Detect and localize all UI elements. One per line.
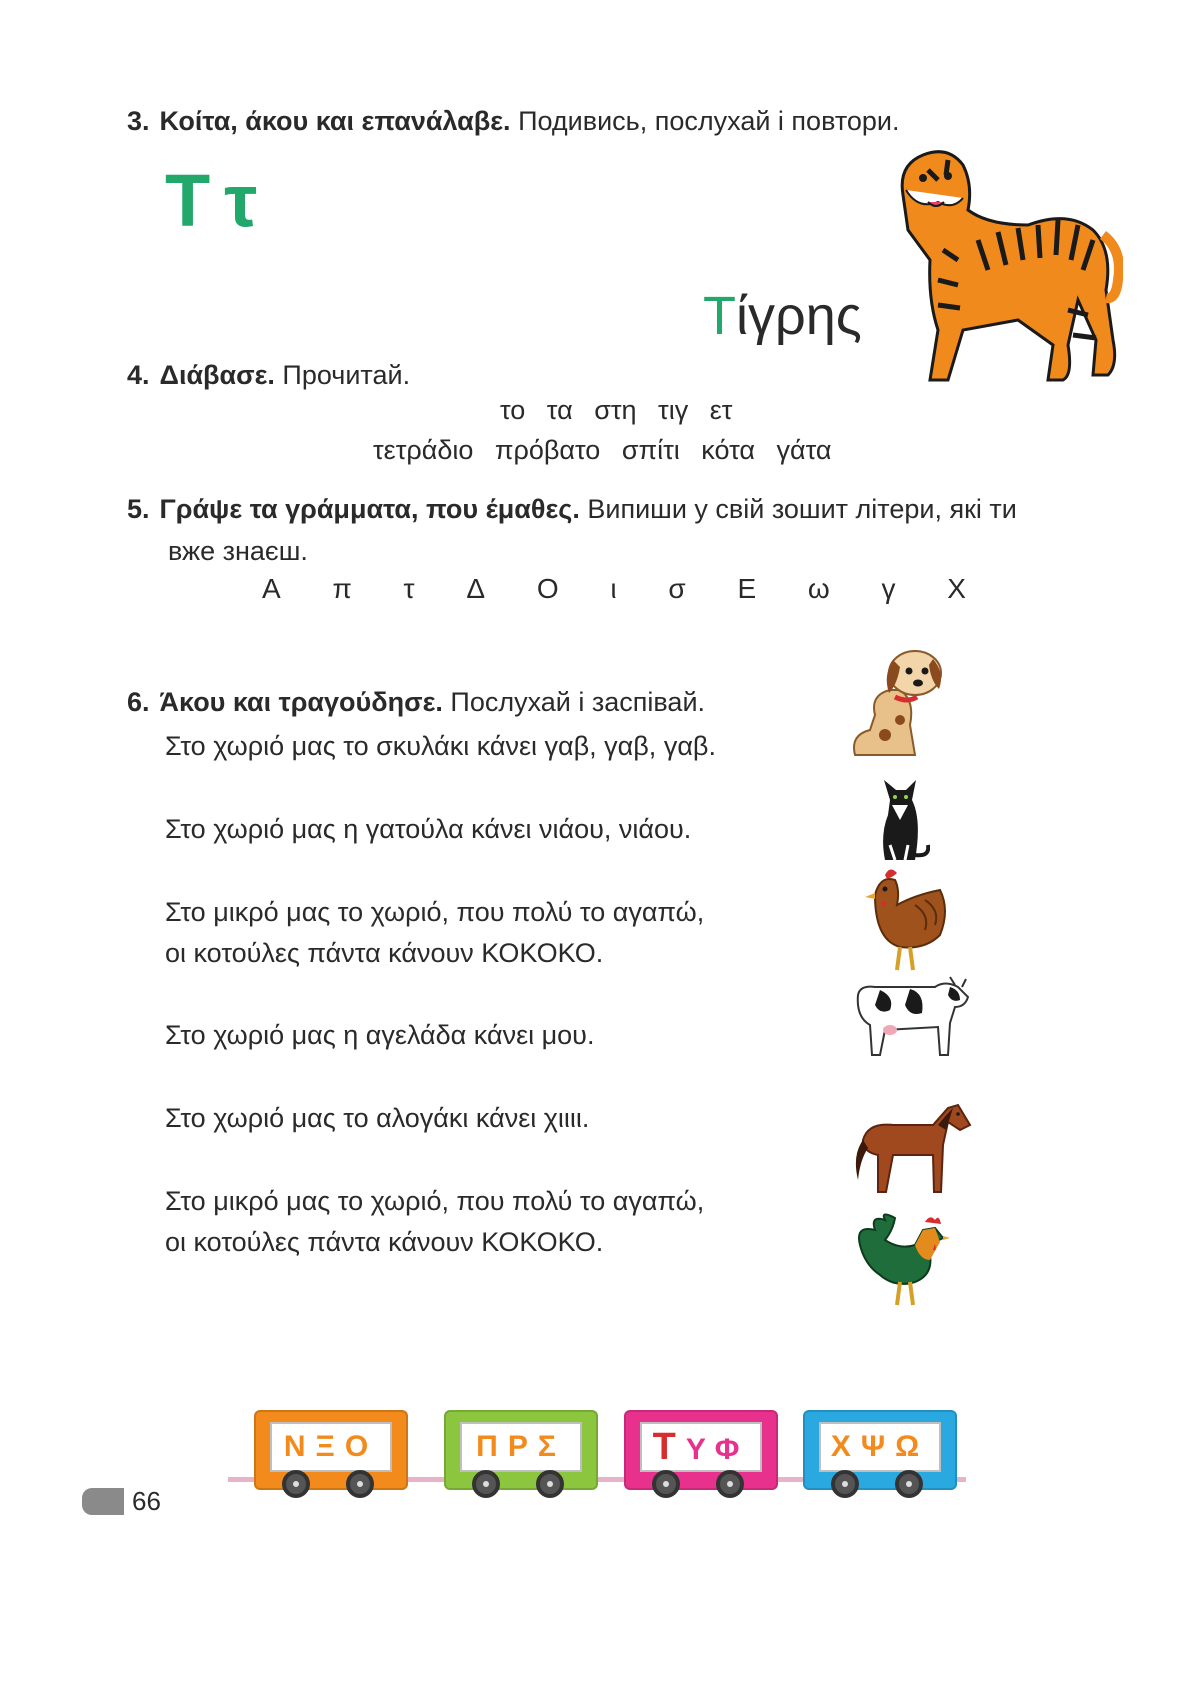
exercise-3-heading xyxy=(127,104,900,138)
exercise-4-heading xyxy=(127,358,410,392)
wheel-hub xyxy=(842,1481,848,1487)
letter-item: Ε xyxy=(737,573,757,604)
letter-item: σ xyxy=(668,573,686,604)
song-line: Στο χωριό μας το σκυλάκι κάνει γαβ, γαβ, γαβ. xyxy=(165,731,716,761)
wheel-hub xyxy=(357,1481,363,1487)
song-line: Στο μικρό μας το χωριό, που πολύ το αγαπώ, xyxy=(165,897,705,927)
letter-item: Α xyxy=(262,573,281,604)
letter-item: Δ xyxy=(466,573,486,604)
word-first-letter: Τ xyxy=(703,286,736,346)
letter-upper: Τ xyxy=(165,159,225,242)
wagon-label-text: ΝΞΟ xyxy=(283,1430,379,1463)
exercise-5-heading xyxy=(127,492,1017,526)
letter-item: γ xyxy=(881,573,896,604)
tiger-body xyxy=(902,152,1119,380)
wagon-label-text: ΠΡΣ xyxy=(476,1430,566,1463)
exercise-6-ukrainian: Послухай і заспівай. xyxy=(450,687,706,717)
train-wagon xyxy=(803,1410,957,1490)
cow-image xyxy=(850,975,970,1060)
tiger-image xyxy=(868,140,1123,390)
exercise-3-ukrainian: Подивись, послухай і повтори. xyxy=(518,106,900,136)
horse-image xyxy=(848,1100,973,1200)
exercise-number: 5. xyxy=(127,494,150,524)
exercise-4-ukrainian: Прочитай. xyxy=(282,360,411,390)
wagon-wheel xyxy=(652,1470,680,1498)
syllables-line: το τα στη τιγ ετ xyxy=(500,395,733,425)
letter-item: ι xyxy=(610,573,617,604)
cat-image xyxy=(870,775,930,865)
wagon-label xyxy=(640,1422,762,1472)
wagon-wheel xyxy=(831,1470,859,1498)
train-wagon xyxy=(624,1410,778,1490)
song-line: οι κοτούλες πάντα κάνουν ΚΟΚΟΚΟ. xyxy=(165,938,604,968)
page-number-tab xyxy=(82,1488,124,1515)
song-line: οι κοτούλες πάντα κάνουν ΚΟΚΟΚΟ. xyxy=(165,1227,604,1257)
train-wagon xyxy=(444,1410,598,1490)
word-tigris xyxy=(703,285,862,347)
letter-display xyxy=(165,158,271,243)
letter-item: ω xyxy=(807,573,830,604)
wheel-hub xyxy=(483,1481,489,1487)
exercise-6-greek: Άκου και τραγούδησε. xyxy=(159,687,443,717)
wagon-wheel xyxy=(895,1470,923,1498)
song-line: Στο χωριό μας το αλογάκι κάνει χιιιι. xyxy=(165,1103,590,1133)
letters-row xyxy=(262,573,966,605)
wagon-wheel xyxy=(346,1470,374,1498)
wagon-label xyxy=(270,1422,392,1472)
page-number: 66 xyxy=(132,1486,161,1516)
letter-item: Χ xyxy=(947,573,966,604)
wheel-hub xyxy=(727,1481,733,1487)
wagon-label-text: ΥΦ xyxy=(685,1433,750,1466)
wagon-label-text: ΧΨΩ xyxy=(830,1430,930,1463)
song-line: Στο μικρό μας το χωριό, που πολύ το αγαπώ, xyxy=(165,1186,705,1216)
wheel-hub xyxy=(547,1481,553,1487)
exercise-number: 3. xyxy=(127,106,150,136)
rooster-image xyxy=(855,1210,950,1310)
song-line: Στο χωριό μας η γατούλα κάνει νιάου, νιάου. xyxy=(165,814,692,844)
wagon-label xyxy=(819,1422,941,1472)
exercise-5-ukrainian: Випиши у свій зошит літери, які ти xyxy=(587,494,1017,524)
dog-image xyxy=(845,645,955,765)
exercise-6-heading xyxy=(127,685,705,719)
wagon-label xyxy=(460,1422,582,1472)
wheel-hub xyxy=(293,1481,299,1487)
wheel-hub xyxy=(663,1481,669,1487)
letter-item: τ xyxy=(403,573,415,604)
song-line: Στο χωριό μας η αγελάδα κάνει μου. xyxy=(165,1020,595,1050)
wagon-wheel xyxy=(536,1470,564,1498)
word-rest: ίγρης xyxy=(736,286,862,346)
hen-image xyxy=(855,865,955,975)
letter-item: π xyxy=(332,573,352,604)
exercise-3-greek: Κοίτα, άκου και επανάλαβε. xyxy=(159,106,511,136)
wagon-wheel xyxy=(282,1470,310,1498)
wagon-wheel xyxy=(716,1470,744,1498)
letter-item: Ο xyxy=(536,573,559,604)
exercise-number: 4. xyxy=(127,360,150,390)
exercise-number: 6. xyxy=(127,687,150,717)
wheel-hub xyxy=(906,1481,912,1487)
exercise-5-ukrainian-cont: вже знаєш. xyxy=(168,536,308,566)
wagon-label-first: Τ xyxy=(652,1426,686,1468)
wagon-wheel xyxy=(472,1470,500,1498)
words-line: τετράδιο πρόβατο σπίτι κότα γάτα xyxy=(373,435,832,465)
train-wagon xyxy=(254,1410,408,1490)
letter-lower: τ xyxy=(224,159,272,242)
exercise-4-greek: Διάβασε. xyxy=(159,360,275,390)
exercise-5-greek: Γράψε τα γράμματα, που έμαθες. xyxy=(159,494,580,524)
